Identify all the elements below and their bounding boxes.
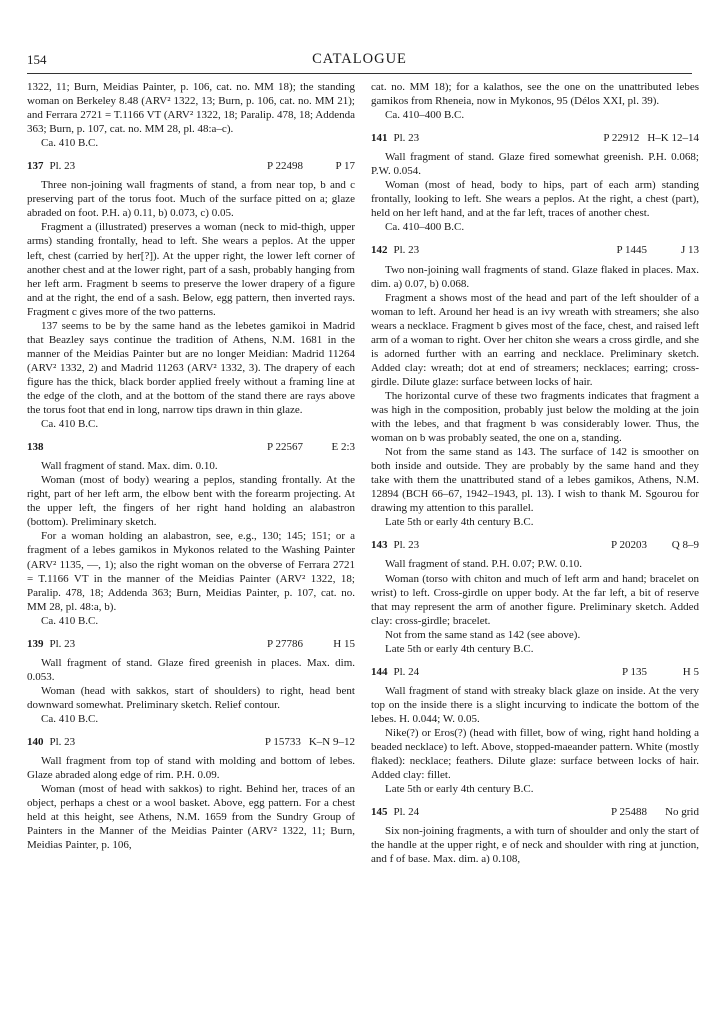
entry-paragraph: Woman (most of body) wearing a peplos, standing frontally. At the right, part of her left arm, the elbow bent with the forearm projecting. At the upper left, the fingers of her right hand holding an alabastron (bottom). Preliminary sketch.	[27, 474, 355, 529]
entry-number: 144	[371, 665, 388, 678]
entry-paragraph: Wall fragment of stand. Glaze fired somewhat greenish. P.H. 0.068; P.W. 0.054.	[371, 151, 699, 178]
entry-grid: K–N 9–12	[308, 736, 355, 749]
entry-heading	[27, 637, 355, 651]
continuation-text: cat. no. MM 18); for a kalathos, see the one on the unattributed lebes gamikos from Rheneia, now in Mykonos, 95 (Délos XXI, pl. 39).	[371, 81, 699, 108]
catalogue-entry-137	[27, 159, 355, 431]
entry-inventory: P 1445	[616, 244, 647, 257]
entry-paragraph: Wall fragment of stand. Glaze fired greenish in places. Max. dim. 0.053.	[27, 656, 355, 683]
entry-number: 140	[27, 736, 44, 749]
entry-paragraph: For a woman holding an alabastron, see, e.g., 130; 145; 151; or a fragment of a lebes gamikos in Mykonos related to the Washing Painter (ARV² 1135, —, 1); also the right woman on the obverse of Ferrara 2721 = T.1166 VT in the manner of the Meidias Painter (ARV² 1322, 18; Paralip. 478, 18; Addenda 363; Burn, Meidias Painter, p. 107, cat. no. MM 28, pl. 48:a, b).	[27, 530, 355, 613]
entry-inventory: P 25488	[611, 806, 647, 819]
catalogue-entry-138	[27, 440, 355, 628]
entry-inventory: P 27786	[267, 637, 303, 650]
catalogue-entry-143	[371, 538, 699, 655]
entry-date: Ca. 410 B.C.	[41, 712, 99, 725]
entry-date: Late 5th or early 4th century B.C.	[385, 516, 534, 529]
header-rule	[27, 73, 692, 74]
entry-paragraph: Six non-joining fragments, a with turn of shoulder and only the start of the handle at the upper right, e of neck and shoulder with ring at junction, and f of base. Max. dim. a) 0.108,	[371, 825, 699, 866]
continuation-date: Ca. 410 B.C.	[41, 137, 99, 150]
entry-paragraph: Wall fragment of stand. P.H. 0.07; P.W. 0.10.	[385, 558, 583, 571]
entry-date: Ca. 410 B.C.	[41, 418, 99, 431]
entry-grid: H 15	[333, 637, 355, 650]
entry-paragraph: Woman (most of head with sakkos) to right. Behind her, traces of an object, perhaps a chest or a wool basket. Above, egg pattern. For a chest held at this height, see Athens, N.M. 1659 from the Sundry Group of Painters in the Manner of the Meidias Painter (ARV² 1322, 11; Burn, Meidias Painter, p. 106,	[27, 783, 355, 852]
entry-paragraph: Three non-joining wall fragments of stand, a from near top, b and c preserving part of the torus foot. Much of the surface pitted on a; glaze abraded on foot. P.H. a) 0.11, b) 0.073, c) 0.05.	[27, 179, 355, 220]
entry-grid: Q 8–9	[671, 539, 699, 552]
entry-paragraph: Fragment a (illustrated) preserves a woman (neck to mid-thigh, upper arms) standing frontally, head to left. She wears a peplos. At the upper left, chest (carried by her[?]). At the upper right, the lower left corner of another chest and at the lower right, part of a sash, probably hanging from her left arm. Fragment b seems to preserve the lower drapery of a figure and at the right, the end of a sash. Below, egg pattern, then inverted rays. Fragment c gives more of the two patterns.	[27, 221, 355, 318]
entry-number: 141	[371, 132, 388, 145]
entry-paragraph: Woman (head with sakkos, start of shoulders) to right, head bent downward somewhat. Preliminary sketch. Relief contour.	[27, 684, 355, 711]
entry-heading	[371, 805, 699, 819]
entry-heading	[27, 440, 355, 454]
entry-number: 137	[27, 160, 44, 173]
entry-list	[371, 131, 699, 866]
entry-number: 143	[371, 539, 388, 552]
entry-inventory: P 22567	[267, 441, 303, 454]
entry-inventory: P 22498	[267, 160, 303, 173]
entry-heading	[27, 735, 355, 749]
entry-paragraph: 137 seems to be by the same hand as the lebetes gamikoi in Madrid that Beazley says continue the tradition of Athens, N.M. 1681 in the manner of the Meidias Painter but are no longer Meidian: Madrid 11264 (ARV² 1332, 2) and Madrid 11263 (ARV² 1332, 3). The drapery of each figure has the thick, black border applied freely without a framing line at the edge of the cloth, and at the bottom of the stand there are rays above the torus foot that end in long, narrow tips drawn in thin glaze.	[27, 319, 355, 417]
entry-number: 138	[27, 441, 44, 454]
entry-date: Late 5th or early 4th century B.C.	[385, 783, 534, 796]
entry-paragraph: Not from the same stand as 142 (see above).	[385, 628, 581, 641]
entry-paragraph: Fragment a shows most of the head and part of the left shoulder of a woman to left. Around her head is an ivy wreath with streamers; she also wears a necklace. Fragment b gives most of the face, chest, and raised left arm of a woman to right. Over her chiton she wears a cross girdle, and she is adorned further with an earring and necklace. Preliminary sketch. Added clay: wreath; dot at end of streamers; necklaces; earring; cross-girdle. Dilute glaze: surface between locks of hair.	[371, 291, 699, 388]
entry-paragraph: The horizontal curve of these two fragments indicates that fragment a was high in the composition, probably just below the molding at the join with the lebes, and that fragment b was considerably lower. Thus, the woman on b was probably seated, the one on a, standing.	[371, 389, 699, 445]
entry-list	[27, 159, 355, 852]
entry-plate: Pl. 23	[393, 539, 420, 552]
entry-grid: J 13	[680, 244, 699, 257]
entry-number: 142	[371, 244, 388, 257]
entry-paragraph: Wall fragment from top of stand with molding and bottom of lebes. Glaze abraded along edge of rim. P.H. 0.09.	[27, 755, 355, 782]
entry-heading	[27, 159, 355, 173]
running-title: CATALOGUE	[312, 51, 407, 67]
entry-date: Late 5th or early 4th century B.C.	[385, 642, 534, 655]
entry-date: Ca. 410–400 B.C.	[385, 221, 465, 234]
catalogue-entry-145	[371, 805, 699, 866]
catalogue-entry-141	[371, 131, 699, 234]
continuation-text: 1322, 11; Burn, Meidias Painter, p. 106, cat. no. MM 18); the standing woman on Berkeley 8.48 (ARV² 1322, 13; Burn, p. 106, cat. no. MM 21); and Ferrara 2721 = T.1166 VT (ARV² 1322, 18; Paralip. 478, 18; Addenda 363; Burn, p. 107, cat. no. MM 28, pl. 48:a–c).	[27, 81, 355, 136]
entry-paragraph: Two non-joining wall fragments of stand. Glaze flaked in places. Max. dim. a) 0.07, b) 0.068.	[371, 263, 699, 290]
entry-paragraph: Nike(?) or Eros(?) (head with fillet, bow of wing, right hand holding a beaded necklace) to left. Above, stopped-maeander pattern. White (mostly flaked): necklace; feathers. Dilute glaze: surface between locks of hair. Added clay: fillet.	[371, 726, 699, 782]
entry-grid: H–K 12–14	[647, 132, 699, 145]
entry-heading	[371, 243, 699, 257]
catalogue-entry-139	[27, 637, 355, 726]
entry-plate: Pl. 23	[49, 160, 76, 173]
entry-number: 139	[27, 637, 44, 650]
entry-paragraph: Woman (torso with chiton and much of left arm and hand; bracelet on wrist) to left. Cross-girdle on upper body. At the far left, a bit of reserve that may represent the arm of another figure. Preliminary sketch. Added clay: cross-girdle; bracelet.	[371, 572, 699, 627]
entry-plate: Pl. 23	[49, 637, 76, 650]
entry-date: Ca. 410 B.C.	[41, 614, 99, 627]
entry-inventory: P 20203	[611, 539, 647, 552]
entry-paragraph: Woman (most of head, body to hips, part of each arm) standing frontally, looking to left. She wears a peplos. At the right, a chest (part), held on her left hand, and at the far left, traces of another chest.	[371, 179, 699, 220]
entry-inventory: P 22912	[603, 132, 640, 145]
entry-plate: Pl. 24	[393, 806, 420, 819]
entry-paragraph: Wall fragment of stand with streaky black glaze on inside. At the very top on the inside there is a slight incurving to indicate the bottom of the lebes. H. 0.044; W. 0.05.	[371, 684, 699, 725]
entry-plate: Pl. 23	[49, 736, 76, 749]
right-column	[371, 80, 699, 866]
entry-grid: No grid	[665, 806, 699, 819]
entry-paragraph: Not from the same stand as 143. The surface of 142 is smoother on both inside and outside. They are probably by the same hand and they take with them the unattributed stand of a lebes gamikos, Athens, N.M. 12894 (BCH 66–67, 1942–1943, pl. 13). I wish to thank M. Sgourou for drawing my attention to this parallel.	[371, 446, 699, 515]
entry-grid: P 17	[335, 160, 355, 173]
entry-grid: E 2:3	[331, 441, 355, 454]
entry-plate: Pl. 23	[393, 132, 420, 145]
entry-heading	[371, 131, 699, 145]
catalogue-entry-140	[27, 735, 355, 852]
entry-plate: Pl. 24	[393, 665, 420, 678]
continuation-date: Ca. 410–400 B.C.	[385, 109, 465, 122]
catalogue-entry-142	[371, 243, 699, 529]
entry-paragraph: Wall fragment of stand. Max. dim. 0.10.	[41, 460, 218, 473]
left-column	[27, 80, 355, 852]
entry-inventory: P 15733	[264, 736, 301, 749]
entry-heading	[371, 538, 699, 552]
entry-number: 145	[371, 806, 388, 819]
entry-plate: Pl. 23	[393, 244, 420, 257]
page-number: 154	[27, 52, 47, 67]
entry-grid: H 5	[682, 665, 699, 678]
catalogue-entry-144	[371, 665, 699, 796]
entry-inventory: P 135	[622, 665, 647, 678]
entry-heading	[371, 665, 699, 679]
